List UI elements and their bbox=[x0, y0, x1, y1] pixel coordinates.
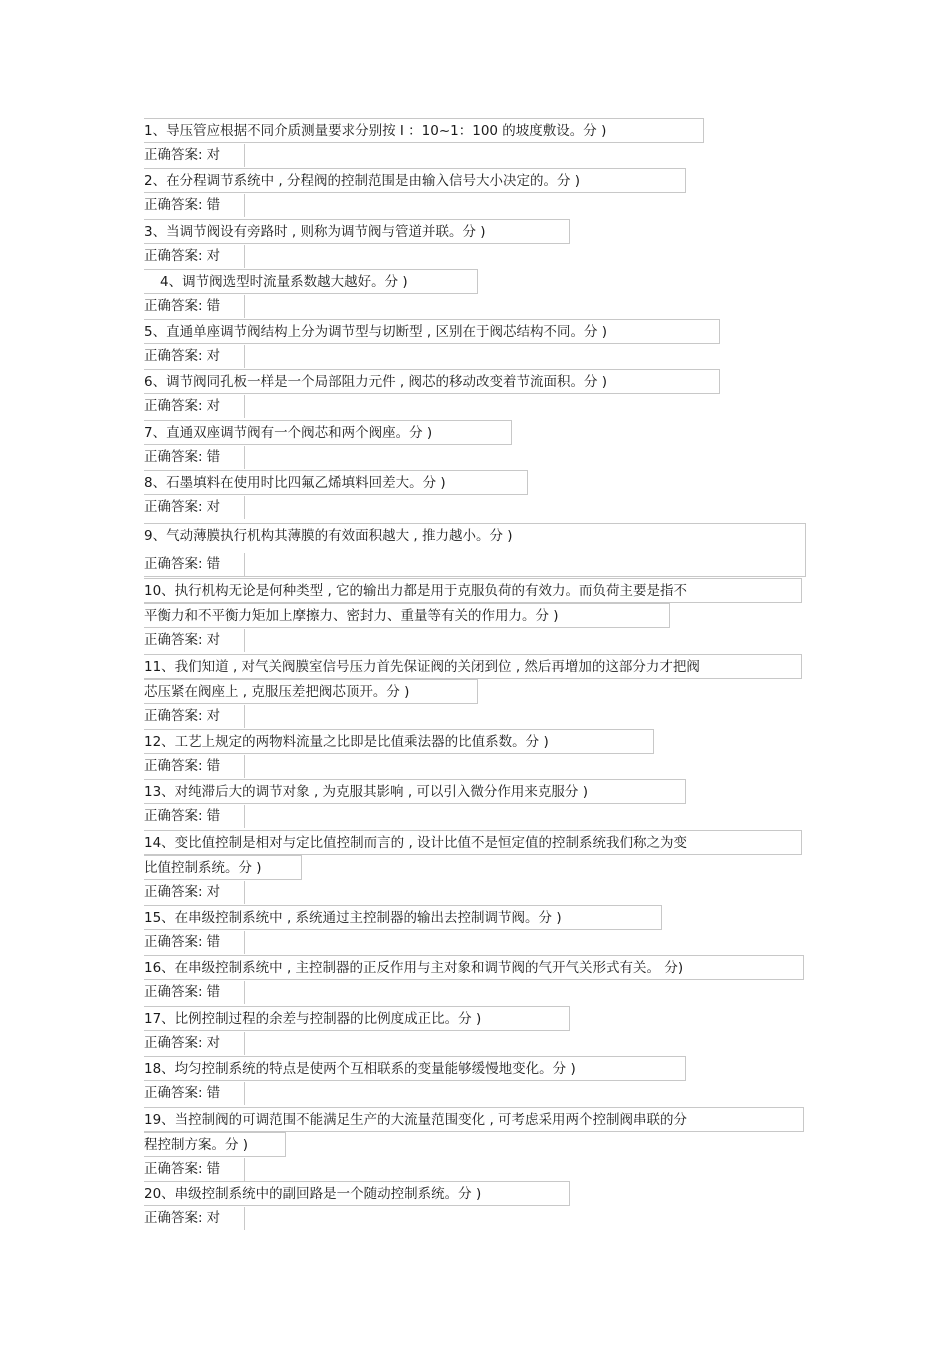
question-18: 18、均匀控制系统的特点是使两个互相联系的变量能够缓慢地变化。分 ) bbox=[144, 1056, 686, 1081]
answer-box-border bbox=[244, 144, 245, 167]
answer-box-border bbox=[244, 245, 245, 268]
answer-value: 对 bbox=[206, 632, 221, 648]
question-2: 2、在分程调节系统中 , 分程阀的控制范围是由输入信号大小决定的。分 ) bbox=[144, 168, 686, 193]
answer-box-border bbox=[244, 1082, 245, 1105]
answer-17 bbox=[144, 1031, 220, 1056]
answer-label: 正确答案: bbox=[144, 499, 203, 515]
question-19-line-2: 程控制方案。分 ) bbox=[144, 1132, 286, 1157]
answer-box-border bbox=[244, 446, 245, 469]
answer-value: 错 bbox=[206, 556, 221, 572]
answer-label: 正确答案: bbox=[144, 1085, 203, 1101]
answer-value: 错 bbox=[206, 298, 221, 314]
answer-13 bbox=[144, 804, 220, 829]
question-11-line-1: 11、我们知道 , 对气关阀膜室信号压力首先保证阀的关闭到位 , 然后再增加的这部分力才把阀 bbox=[144, 654, 802, 679]
answer-label: 正确答案: bbox=[144, 1210, 203, 1226]
answer-box-border bbox=[244, 345, 245, 368]
question-5: 5、直通单座调节阀结构上分为调节型与切断型 , 区别在于阀芯结构不同。分 ) bbox=[144, 319, 720, 344]
answer-label: 正确答案: bbox=[144, 1035, 203, 1051]
answer-value: 对 bbox=[206, 147, 221, 163]
answer-label: 正确答案: bbox=[144, 808, 203, 824]
answer-value: 对 bbox=[206, 398, 221, 414]
question-14-line-1: 14、变比值控制是相对与定比值控制而言的 , 设计比值不是恒定值的控制系统我们称之为变 bbox=[144, 830, 802, 855]
answer-value: 错 bbox=[206, 808, 221, 824]
question-6: 6、调节阀同孔板一样是一个局部阻力元件 , 阀芯的移动改变着节流面积。分 ) bbox=[144, 369, 720, 394]
answer-box-border bbox=[244, 629, 245, 652]
answer-box-border bbox=[244, 395, 245, 418]
answer-box-border bbox=[244, 931, 245, 954]
answer-label: 正确答案: bbox=[144, 248, 203, 264]
question-20: 20、串级控制系统中的副回路是一个随动控制系统。分 ) bbox=[144, 1181, 570, 1206]
question-14-line-2: 比值控制系统。分 ) bbox=[144, 855, 302, 880]
answer-6 bbox=[144, 394, 220, 419]
answer-label: 正确答案: bbox=[144, 398, 203, 414]
answer-box-border bbox=[244, 1158, 245, 1181]
question-15: 15、在串级控制系统中 , 系统通过主控制器的输出去控制调节阀。分 ) bbox=[144, 905, 662, 930]
question-9: 9、气动薄膜执行机构其薄膜的有效面积越大 , 推力越小。分 ) bbox=[144, 523, 806, 577]
answer-5 bbox=[144, 344, 220, 369]
answer-box-border bbox=[244, 881, 245, 904]
answer-value: 对 bbox=[206, 499, 221, 515]
answer-value: 对 bbox=[206, 884, 221, 900]
answer-4 bbox=[144, 294, 220, 319]
answer-box-border bbox=[244, 755, 245, 778]
question-1: 1、导压管应根据不同介质测量要求分别按 I ：10~1：100 的坡度敷设。分 ) bbox=[144, 118, 704, 143]
question-13: 13、对纯滞后大的调节对象 , 为克服其影响 , 可以引入微分作用来克服分 ) bbox=[144, 779, 686, 804]
answer-label: 正确答案: bbox=[144, 984, 203, 1000]
answer-value: 对 bbox=[206, 1035, 221, 1051]
answer-16 bbox=[144, 980, 220, 1005]
question-19-line-1: 19、当控制阀的可调范围不能满足生产的大流量范围变化 , 可考虑采用两个控制阀串联的分 bbox=[144, 1107, 804, 1132]
answer-label: 正确答案: bbox=[144, 298, 203, 314]
question-12: 12、工艺上规定的两物料流量之比即是比值乘法器的比值系数。分 ) bbox=[144, 729, 654, 754]
answer-box-border bbox=[244, 295, 245, 318]
question-7: 7、直通双座调节阀有一个阀芯和两个阀座。分 ) bbox=[144, 420, 512, 445]
answer-label: 正确答案: bbox=[144, 556, 203, 572]
answer-label: 正确答案: bbox=[144, 934, 203, 950]
question-10-line-2: 平衡力和不平衡力矩加上摩擦力、密封力、重量等有关的作用力。分 ) bbox=[144, 603, 670, 628]
question-4: 4、调节阀选型时流量系数越大越好。分 ) bbox=[144, 269, 478, 294]
answer-value: 对 bbox=[206, 708, 221, 724]
answer-19 bbox=[144, 1157, 220, 1182]
answer-box-border bbox=[244, 981, 245, 1004]
answer-label: 正确答案: bbox=[144, 348, 203, 364]
question-17: 17、比例控制过程的余差与控制器的比例度成正比。分 ) bbox=[144, 1006, 570, 1031]
answer-label: 正确答案: bbox=[144, 632, 203, 648]
answer-value: 错 bbox=[206, 984, 221, 1000]
answer-18 bbox=[144, 1081, 220, 1106]
answer-20 bbox=[144, 1206, 220, 1231]
answer-value: 错 bbox=[206, 1085, 221, 1101]
answer-value: 错 bbox=[206, 1161, 221, 1177]
answer-11 bbox=[144, 704, 220, 729]
answer-label: 正确答案: bbox=[144, 884, 203, 900]
answer-value: 错 bbox=[206, 449, 221, 465]
answer-value: 错 bbox=[206, 197, 221, 213]
answer-box-border bbox=[244, 1207, 245, 1230]
answer-label: 正确答案: bbox=[144, 197, 203, 213]
answer-value: 错 bbox=[206, 758, 221, 774]
answer-box-border bbox=[244, 1032, 245, 1055]
answer-2 bbox=[144, 193, 220, 218]
question-10-line-1: 10、执行机构无论是何种类型 , 它的输出力都是用于克服负荷的有效力。而负荷主要是指不 bbox=[144, 578, 802, 603]
answer-1 bbox=[144, 143, 220, 168]
question-3: 3、当调节阀设有旁路时 , 则称为调节阀与管道并联。分 ) bbox=[144, 219, 570, 244]
answer-12 bbox=[144, 754, 220, 779]
answer-value: 对 bbox=[206, 248, 221, 264]
answer-14 bbox=[144, 880, 220, 905]
answer-9 bbox=[144, 552, 220, 577]
answer-label: 正确答案: bbox=[144, 758, 203, 774]
answer-box-border bbox=[244, 496, 245, 519]
answer-3 bbox=[144, 244, 220, 269]
answer-box-border bbox=[244, 805, 245, 828]
answer-value: 对 bbox=[206, 348, 221, 364]
answer-label: 正确答案: bbox=[144, 708, 203, 724]
answer-8 bbox=[144, 495, 220, 520]
answer-label: 正确答案: bbox=[144, 1161, 203, 1177]
answer-label: 正确答案: bbox=[144, 449, 203, 465]
answer-7 bbox=[144, 445, 220, 470]
answer-label: 正确答案: bbox=[144, 147, 203, 163]
answer-10 bbox=[144, 628, 220, 653]
answer-box-border bbox=[244, 705, 245, 728]
question-8: 8、石墨填料在使用时比四氟乙烯填料回差大。分 ) bbox=[144, 470, 528, 495]
answer-value: 对 bbox=[206, 1210, 221, 1226]
question-16: 16、在串级控制系统中 , 主控制器的正反作用与主对象和调节阀的气开气关形式有关。 分) bbox=[144, 955, 804, 980]
answer-box-border bbox=[244, 553, 245, 576]
answer-15 bbox=[144, 930, 220, 955]
question-11-line-2: 芯压紧在阀座上 , 克服压差把阀芯顶开。分 ) bbox=[144, 679, 478, 704]
answer-box-border bbox=[244, 194, 245, 217]
answer-value: 错 bbox=[206, 934, 221, 950]
